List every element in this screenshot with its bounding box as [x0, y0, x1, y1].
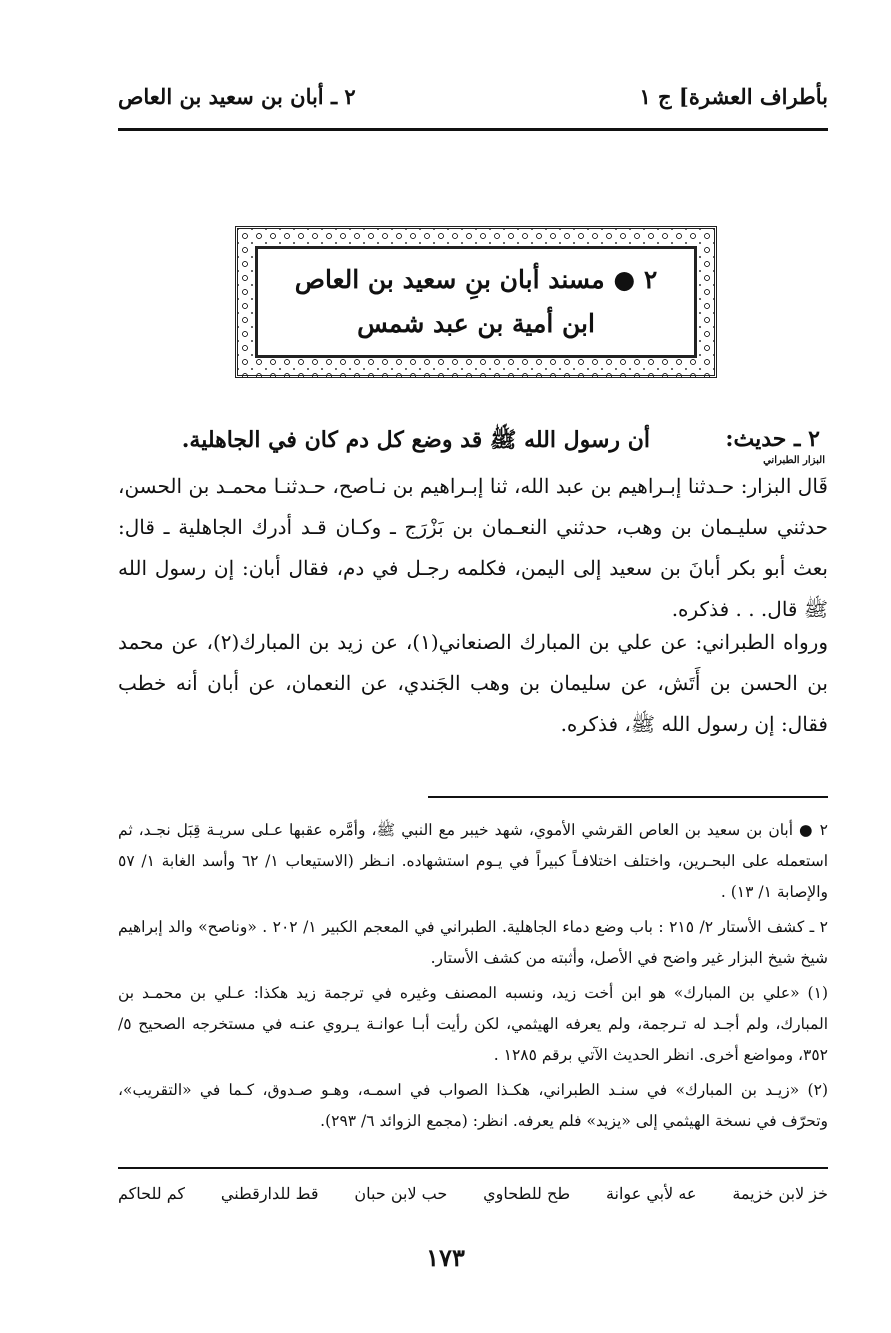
footer-rule	[118, 1167, 828, 1169]
paragraph-2-text: ورواه الطبراني: عن علي بن المبارك الصنعاني(١)، عن زيد بن المبارك(٢)، عن محمد بن الحسن بن أَتَش، عن سليمان بن وهب الجَندي، عن النعمان، عن أبان أنه خطب فقال: إن رسول الله ﷺ، فذكره.	[118, 630, 828, 736]
footnote-1: (١) «علي بن المبارك» هو ابن أخت زيد، ونسبه المصنف وغيره في ترجمة زيد هكذا: عـلي بن محمـد بن المبارك، ولم أجـد له تـرجمة، ولم يعرفه الهيثمي، لكن رأيت أبـا عوانـة يـروي عنـه في مستخرجه الصحيح ٥/ ٣٥٢، ومواضع أخرى. انظر الحديث الآتي برقم ١٢٨٥ .	[118, 984, 828, 1064]
paragraph-bazzar	[118, 466, 828, 630]
ornamental-title-frame	[235, 226, 717, 378]
book-title: بأطراف العشرة] ج ١	[639, 84, 828, 109]
section-title: ٢ ـ أبان بن سعيد بن العاص	[118, 84, 356, 109]
running-header	[118, 84, 828, 114]
paragraph-1-text: قَال البزار: حـدثنا إبـراهيم بن عبد الله، ثنا إبـراهيم بن نـاصح، حـدثنـا محمـد بن الحسن، حدثني سليـمان بن وهب، حدثني النعـمان بن بَزْرَج ـ وكـان قـد أدرك الجاهلية ـ قال: بعث أبو بكر أبانَ بن سعيد إلى اليمن، فكلمه رجـل في دم، فقال أبان: إن رسول الله ﷺ قال. . . فذكره.	[118, 474, 828, 621]
hadith-label: ٢ ـ حديث:	[725, 426, 820, 452]
footnote-2: (٢) «زيـد بن المبارك» في سنـد الطبراني، هكـذا الصواب في اسمـه، وهـو صـدوق، كـما في «التقريب»، وتحرّف في نسخة الهيثمي إلى «يزيد» فلم يعرفه. انظر: (مجمع الزوائد ٦/ ٢٩٣).	[118, 1081, 828, 1130]
footnote-biography: ٢ ● أبان بن سعيد بن العاص القرشي الأموي، شهد خيبر مع النبي ﷺ، وأمَّره عقبها عـلى سريـة قِبَل نجـد، ثم استعمله على البحـرين، واختلف اختلافـاً كبيراً في يـوم استشهاده. انـظر (الاستيعاب ١/ ٦٢ وأسد الغابة ١/ ٥٧ والإصابة ١/ ١٣) .	[118, 821, 829, 901]
siglum-tahawi: طح للطحاوي	[483, 1184, 571, 1203]
footnote-sources: ٢ ـ كشف الأستار ٢/ ٢١٥ : باب وضع دماء الجاهلية. الطبراني في المعجم الكبير ١/ ٢٠٢ . «وناصح» والد إبراهيم شيخ شيخ البزار غير واضح في الأصل، وأثبته من كشف الأستار.	[118, 918, 828, 967]
sigla-legend	[118, 1184, 828, 1214]
footnote-rule	[428, 796, 828, 798]
footnotes	[118, 815, 828, 1141]
siglum-daraqutni: قط للدارقطني	[220, 1184, 319, 1203]
header-rule	[118, 128, 828, 131]
page-number: ١٧٣	[426, 1243, 465, 1272]
siglum-ibn-hibban: حب لابن حبان	[354, 1184, 448, 1203]
paragraph-tabarani	[118, 622, 828, 745]
musnad-lineage: ابن أمية بن عبد شمس	[357, 309, 595, 338]
siglum-abu-awana: عه لأبي عوانة	[605, 1184, 697, 1203]
margin-note: البزار الطبراني	[763, 455, 825, 466]
hadith-text: أن رسول الله ﷺ قد وضع كل دم كان في الجاهلية.	[181, 427, 650, 453]
musnad-title: ٢ ● مسند أبان بنِ سعيد بن العاص	[294, 265, 658, 294]
siglum-hakim: كم للحاكم	[118, 1184, 185, 1203]
title-box	[255, 246, 697, 358]
siglum-ibn-khuzayma: خز لابن خزيمة	[732, 1184, 828, 1203]
